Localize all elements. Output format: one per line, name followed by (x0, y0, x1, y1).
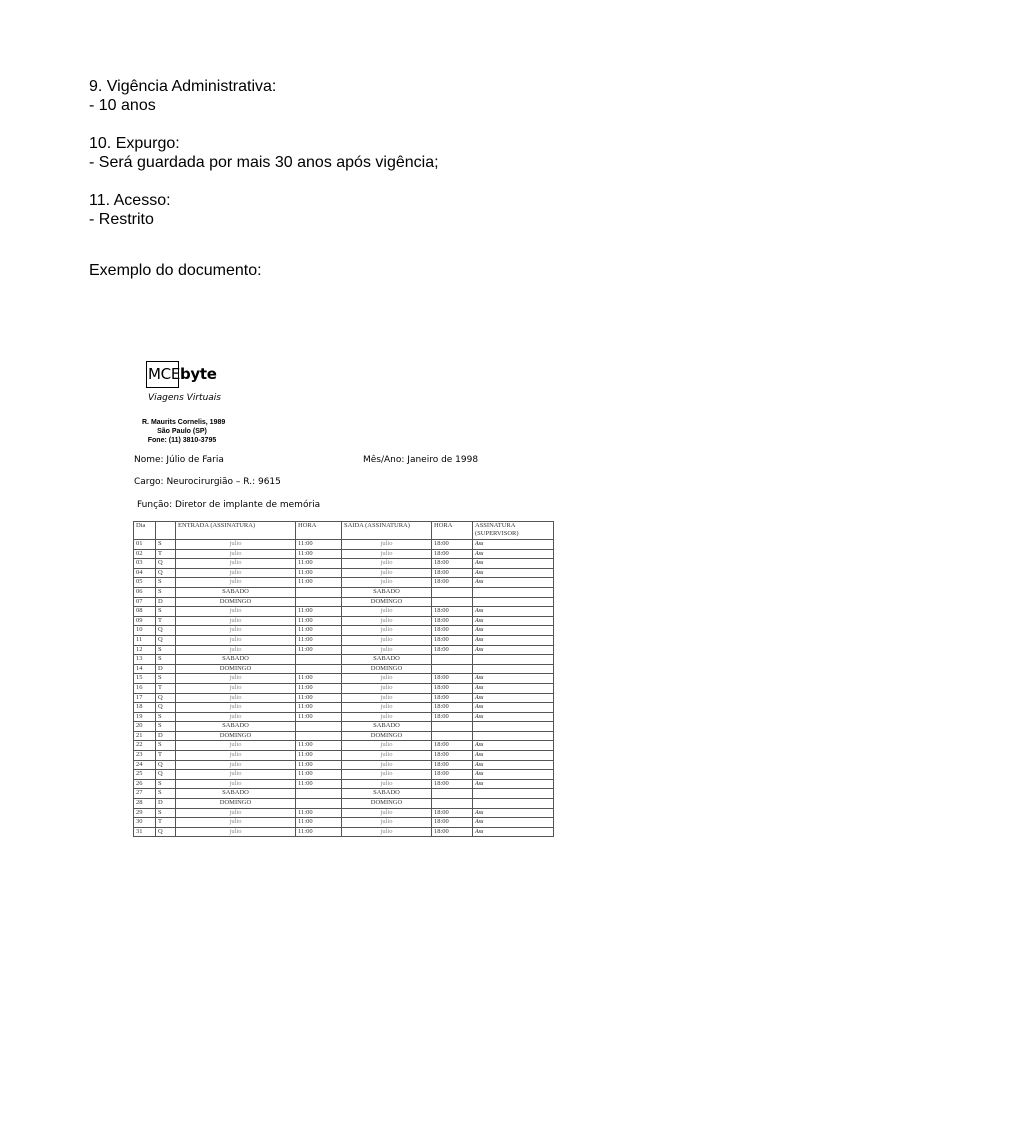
cell-hora-saida (432, 731, 473, 741)
cell-hora-saida: 18:00 (432, 645, 473, 655)
cell-saida: DOMINGO (342, 597, 432, 607)
cell-hora-entrada: 11:00 (296, 645, 342, 655)
timesheet-body (134, 540, 554, 837)
cell-assinatura: Ass (473, 818, 554, 828)
cell-weekday: Q (156, 568, 176, 578)
cell-hora-saida (432, 789, 473, 799)
cell-hora-entrada: 11:00 (296, 751, 342, 761)
cell-entrada: julio (176, 683, 296, 693)
cell-assinatura: Ass (473, 808, 554, 818)
timesheet-row (134, 626, 554, 636)
cell-hora-saida: 18:00 (432, 540, 473, 550)
company-address (142, 418, 226, 445)
cell-dia: 24 (134, 760, 156, 770)
cell-hora-saida (432, 655, 473, 665)
cell-dia: 28 (134, 799, 156, 809)
cell-entrada: julio (176, 693, 296, 703)
header-dia: Dia (134, 522, 156, 540)
address-line: Fone: (11) 3810-3795 (147, 437, 217, 444)
cell-hora-entrada: 11:00 (296, 559, 342, 569)
timesheet-row (134, 674, 554, 684)
cell-hora-entrada (296, 664, 342, 674)
cell-entrada: SABADO (176, 587, 296, 597)
section-title: 10. Expurgo: (89, 135, 180, 152)
cell-weekday: S (156, 540, 176, 550)
cell-assinatura: Ass (473, 683, 554, 693)
cell-dia: 21 (134, 731, 156, 741)
cell-weekday: S (156, 578, 176, 588)
cell-hora-entrada: 11:00 (296, 808, 342, 818)
timesheet-row (134, 770, 554, 780)
cell-hora-saida: 18:00 (432, 751, 473, 761)
timesheet-row (134, 540, 554, 550)
cell-hora-saida: 18:00 (432, 559, 473, 569)
cell-assinatura (473, 587, 554, 597)
cell-hora-saida (432, 722, 473, 732)
cell-hora-entrada: 11:00 (296, 770, 342, 780)
cell-weekday: S (156, 674, 176, 684)
cell-assinatura: Ass (473, 549, 554, 559)
timesheet-row (134, 722, 554, 732)
cell-dia: 16 (134, 683, 156, 693)
cell-assinatura: Ass (473, 712, 554, 722)
cell-saida: julio (342, 559, 432, 569)
cell-entrada: julio (176, 674, 296, 684)
cell-dia: 10 (134, 626, 156, 636)
cell-weekday: S (156, 607, 176, 617)
cell-weekday: T (156, 683, 176, 693)
cell-assinatura (473, 655, 554, 665)
section-expurgo (89, 134, 439, 172)
cell-assinatura: Ass (473, 616, 554, 626)
cell-assinatura: Ass (473, 635, 554, 645)
cell-saida: julio (342, 808, 432, 818)
section-vigencia (89, 77, 276, 115)
cell-weekday: Q (156, 760, 176, 770)
cell-weekday: D (156, 799, 176, 809)
section-acesso (89, 191, 171, 229)
cell-weekday: S (156, 779, 176, 789)
cell-hora-saida (432, 799, 473, 809)
cell-saida: julio (342, 779, 432, 789)
cell-saida: DOMINGO (342, 731, 432, 741)
logo-text-boxed: MCE (148, 365, 180, 383)
section-value: - 10 anos (89, 97, 156, 114)
cell-dia: 13 (134, 655, 156, 665)
cell-assinatura (473, 597, 554, 607)
timesheet-row (134, 827, 554, 837)
cell-entrada: julio (176, 770, 296, 780)
cell-dia: 22 (134, 741, 156, 751)
cell-hora-saida: 18:00 (432, 616, 473, 626)
timesheet-row (134, 607, 554, 617)
cell-saida: julio (342, 818, 432, 828)
cell-assinatura: Ass (473, 827, 554, 837)
section-value: - Será guardada por mais 30 anos após vigência; (89, 154, 439, 171)
header-entrada: ENTRADA (ASSINATURA) (176, 522, 296, 540)
cell-hora-saida: 18:00 (432, 760, 473, 770)
timesheet-row (134, 587, 554, 597)
cell-entrada: julio (176, 626, 296, 636)
cell-dia: 23 (134, 751, 156, 761)
timesheet-row (134, 703, 554, 713)
cell-assinatura: Ass (473, 626, 554, 636)
cell-hora-entrada (296, 799, 342, 809)
cell-entrada: julio (176, 712, 296, 722)
timesheet-row (134, 731, 554, 741)
timesheet-row (134, 549, 554, 559)
cell-dia: 07 (134, 597, 156, 607)
cell-entrada: SABADO (176, 655, 296, 665)
cell-dia: 09 (134, 616, 156, 626)
cell-weekday: Q (156, 626, 176, 636)
cell-saida: SABADO (342, 655, 432, 665)
cell-saida: julio (342, 712, 432, 722)
cell-dia: 31 (134, 827, 156, 837)
header-hora-saida: HORA (432, 522, 473, 540)
field-mes-ano: Mês/Ano: Janeiro de 1998 (363, 455, 479, 465)
logo-text-rest: byte (180, 365, 217, 383)
timesheet-row (134, 751, 554, 761)
cell-assinatura: Ass (473, 751, 554, 761)
timesheet-header-row (134, 522, 554, 540)
cell-hora-saida: 18:00 (432, 635, 473, 645)
company-tagline: Viagens Virtuais (148, 393, 221, 403)
cell-entrada: julio (176, 549, 296, 559)
cell-entrada: julio (176, 645, 296, 655)
cell-dia: 05 (134, 578, 156, 588)
cell-weekday: D (156, 597, 176, 607)
cell-hora-entrada (296, 722, 342, 732)
cell-hora-entrada: 11:00 (296, 540, 342, 550)
cell-entrada: julio (176, 578, 296, 588)
cell-hora-entrada: 11:00 (296, 549, 342, 559)
timesheet-row (134, 578, 554, 588)
cell-saida: julio (342, 674, 432, 684)
timesheet-row (134, 568, 554, 578)
cell-hora-entrada: 11:00 (296, 568, 342, 578)
cell-hora-entrada (296, 655, 342, 665)
cell-saida: julio (342, 540, 432, 550)
cell-hora-entrada: 11:00 (296, 712, 342, 722)
timesheet-row (134, 789, 554, 799)
cell-assinatura (473, 731, 554, 741)
cell-hora-saida: 18:00 (432, 578, 473, 588)
cell-entrada: julio (176, 635, 296, 645)
cell-hora-entrada: 11:00 (296, 741, 342, 751)
timesheet-row (134, 683, 554, 693)
cell-assinatura: Ass (473, 779, 554, 789)
cell-entrada: julio (176, 827, 296, 837)
cell-saida: julio (342, 741, 432, 751)
section-title: 11. Acesso: (89, 192, 171, 209)
cell-dia: 15 (134, 674, 156, 684)
cell-dia: 02 (134, 549, 156, 559)
cell-dia: 01 (134, 540, 156, 550)
field-funcao: Função: Diretor de implante de memória (137, 500, 321, 510)
cell-hora-entrada (296, 789, 342, 799)
timesheet-row (134, 635, 554, 645)
timesheet-row (134, 818, 554, 828)
cell-weekday: Q (156, 693, 176, 703)
cell-hora-saida (432, 664, 473, 674)
cell-hora-entrada: 11:00 (296, 760, 342, 770)
cell-saida: julio (342, 703, 432, 713)
cell-weekday: S (156, 712, 176, 722)
cell-weekday: Q (156, 703, 176, 713)
cell-weekday: S (156, 655, 176, 665)
cell-hora-entrada (296, 597, 342, 607)
cell-entrada: DOMINGO (176, 799, 296, 809)
cell-dia: 30 (134, 818, 156, 828)
cell-saida: SABADO (342, 722, 432, 732)
cell-hora-entrada: 11:00 (296, 607, 342, 617)
cell-hora-saida: 18:00 (432, 770, 473, 780)
cell-saida: julio (342, 751, 432, 761)
cell-hora-entrada: 11:00 (296, 578, 342, 588)
cell-saida: julio (342, 760, 432, 770)
cell-dia: 18 (134, 703, 156, 713)
cell-entrada: julio (176, 741, 296, 751)
cell-dia: 19 (134, 712, 156, 722)
timesheet-row (134, 664, 554, 674)
cell-saida: DOMINGO (342, 799, 432, 809)
cell-entrada: julio (176, 616, 296, 626)
timesheet-row (134, 799, 554, 809)
cell-saida: julio (342, 635, 432, 645)
header-weekday (156, 522, 176, 540)
cell-hora-entrada: 11:00 (296, 703, 342, 713)
cell-entrada: julio (176, 779, 296, 789)
section-value: - Restrito (89, 211, 154, 228)
cell-saida: julio (342, 770, 432, 780)
cell-weekday: Q (156, 770, 176, 780)
cell-assinatura (473, 799, 554, 809)
cell-weekday: S (156, 741, 176, 751)
timesheet-row (134, 712, 554, 722)
cell-dia: 03 (134, 559, 156, 569)
cell-hora-saida: 18:00 (432, 827, 473, 837)
cell-entrada: julio (176, 818, 296, 828)
cell-saida: julio (342, 827, 432, 837)
cell-hora-saida: 18:00 (432, 683, 473, 693)
cell-weekday: Q (156, 827, 176, 837)
cell-saida: julio (342, 683, 432, 693)
cell-saida: julio (342, 616, 432, 626)
cell-saida: julio (342, 693, 432, 703)
cell-assinatura: Ass (473, 741, 554, 751)
cell-hora-entrada: 11:00 (296, 616, 342, 626)
cell-entrada: DOMINGO (176, 731, 296, 741)
field-nome: Nome: Júlio de Faria (134, 455, 224, 465)
cell-weekday: S (156, 722, 176, 732)
logo-text (148, 365, 217, 383)
cell-weekday: T (156, 616, 176, 626)
address-line: R. Maurits Cornelis, 1989 (142, 419, 226, 426)
cell-hora-saida: 18:00 (432, 549, 473, 559)
cell-entrada: SABADO (176, 722, 296, 732)
cell-assinatura: Ass (473, 703, 554, 713)
cell-assinatura: Ass (473, 578, 554, 588)
cell-weekday: T (156, 818, 176, 828)
cell-dia: 27 (134, 789, 156, 799)
timesheet-row (134, 559, 554, 569)
cell-dia: 14 (134, 664, 156, 674)
document-example (130, 355, 560, 845)
timesheet-row (134, 645, 554, 655)
cell-assinatura: Ass (473, 607, 554, 617)
cell-entrada: julio (176, 808, 296, 818)
timesheet-row (134, 597, 554, 607)
cell-assinatura: Ass (473, 540, 554, 550)
cell-weekday: S (156, 645, 176, 655)
cell-saida: DOMINGO (342, 664, 432, 674)
cell-entrada: julio (176, 568, 296, 578)
field-cargo: Cargo: Neurocirurgião – R.: 9615 (134, 477, 281, 487)
cell-hora-entrada: 11:00 (296, 779, 342, 789)
cell-entrada: DOMINGO (176, 597, 296, 607)
cell-entrada: julio (176, 607, 296, 617)
cell-weekday: D (156, 731, 176, 741)
timesheet-row (134, 808, 554, 818)
cell-dia: 17 (134, 693, 156, 703)
cell-dia: 26 (134, 779, 156, 789)
section-title: 9. Vigência Administrativa: (89, 78, 277, 95)
cell-entrada: julio (176, 751, 296, 761)
header-assinatura: ASSINATURA (SUPERVISOR) (473, 522, 554, 540)
cell-dia: 20 (134, 722, 156, 732)
cell-hora-saida: 18:00 (432, 741, 473, 751)
address-line: São Paulo (SP) (157, 428, 207, 435)
cell-weekday: T (156, 549, 176, 559)
cell-hora-entrada: 11:00 (296, 626, 342, 636)
cell-hora-entrada: 11:00 (296, 683, 342, 693)
cell-hora-saida: 18:00 (432, 674, 473, 684)
cell-dia: 12 (134, 645, 156, 655)
timesheet-row (134, 779, 554, 789)
cell-hora-entrada: 11:00 (296, 827, 342, 837)
timesheet-row (134, 655, 554, 665)
cell-hora-saida: 18:00 (432, 779, 473, 789)
cell-dia: 06 (134, 587, 156, 597)
cell-assinatura: Ass (473, 645, 554, 655)
cell-entrada: julio (176, 540, 296, 550)
cell-dia: 04 (134, 568, 156, 578)
cell-hora-saida: 18:00 (432, 808, 473, 818)
cell-assinatura: Ass (473, 674, 554, 684)
header-hora-entrada: HORA (296, 522, 342, 540)
cell-assinatura: Ass (473, 693, 554, 703)
cell-saida: julio (342, 578, 432, 588)
cell-hora-saida: 18:00 (432, 607, 473, 617)
cell-weekday: D (156, 664, 176, 674)
cell-entrada: julio (176, 559, 296, 569)
cell-entrada: julio (176, 703, 296, 713)
timesheet-table (133, 521, 554, 837)
timesheet-row (134, 693, 554, 703)
cell-saida: julio (342, 549, 432, 559)
cell-hora-entrada (296, 731, 342, 741)
cell-assinatura (473, 722, 554, 732)
cell-hora-entrada: 11:00 (296, 635, 342, 645)
cell-assinatura (473, 789, 554, 799)
cell-weekday: S (156, 808, 176, 818)
cell-hora-saida: 18:00 (432, 568, 473, 578)
cell-dia: 11 (134, 635, 156, 645)
cell-hora-entrada: 11:00 (296, 693, 342, 703)
cell-assinatura: Ass (473, 568, 554, 578)
header-saida: SAIDA (ASSINATURA) (342, 522, 432, 540)
cell-saida: julio (342, 607, 432, 617)
cell-saida: SABADO (342, 587, 432, 597)
cell-hora-entrada: 11:00 (296, 818, 342, 828)
cell-saida: SABADO (342, 789, 432, 799)
cell-assinatura (473, 664, 554, 674)
timesheet-row (134, 616, 554, 626)
cell-hora-entrada: 11:00 (296, 674, 342, 684)
cell-entrada: julio (176, 760, 296, 770)
example-heading: Exemplo do documento: (89, 262, 262, 279)
timesheet-row (134, 741, 554, 751)
cell-dia: 29 (134, 808, 156, 818)
cell-weekday: Q (156, 635, 176, 645)
cell-weekday: Q (156, 559, 176, 569)
cell-saida: julio (342, 626, 432, 636)
cell-hora-saida: 18:00 (432, 712, 473, 722)
cell-hora-saida (432, 587, 473, 597)
cell-dia: 25 (134, 770, 156, 780)
cell-hora-saida: 18:00 (432, 693, 473, 703)
cell-saida: julio (342, 645, 432, 655)
cell-hora-saida: 18:00 (432, 626, 473, 636)
cell-hora-saida (432, 597, 473, 607)
cell-entrada: SABADO (176, 789, 296, 799)
cell-assinatura: Ass (473, 760, 554, 770)
cell-dia: 08 (134, 607, 156, 617)
timesheet-row (134, 760, 554, 770)
cell-assinatura: Ass (473, 770, 554, 780)
cell-assinatura: Ass (473, 559, 554, 569)
cell-hora-saida: 18:00 (432, 703, 473, 713)
cell-weekday: T (156, 751, 176, 761)
cell-hora-entrada (296, 587, 342, 597)
cell-hora-saida: 18:00 (432, 818, 473, 828)
cell-saida: julio (342, 568, 432, 578)
cell-weekday: S (156, 789, 176, 799)
cell-weekday: S (156, 587, 176, 597)
cell-entrada: DOMINGO (176, 664, 296, 674)
